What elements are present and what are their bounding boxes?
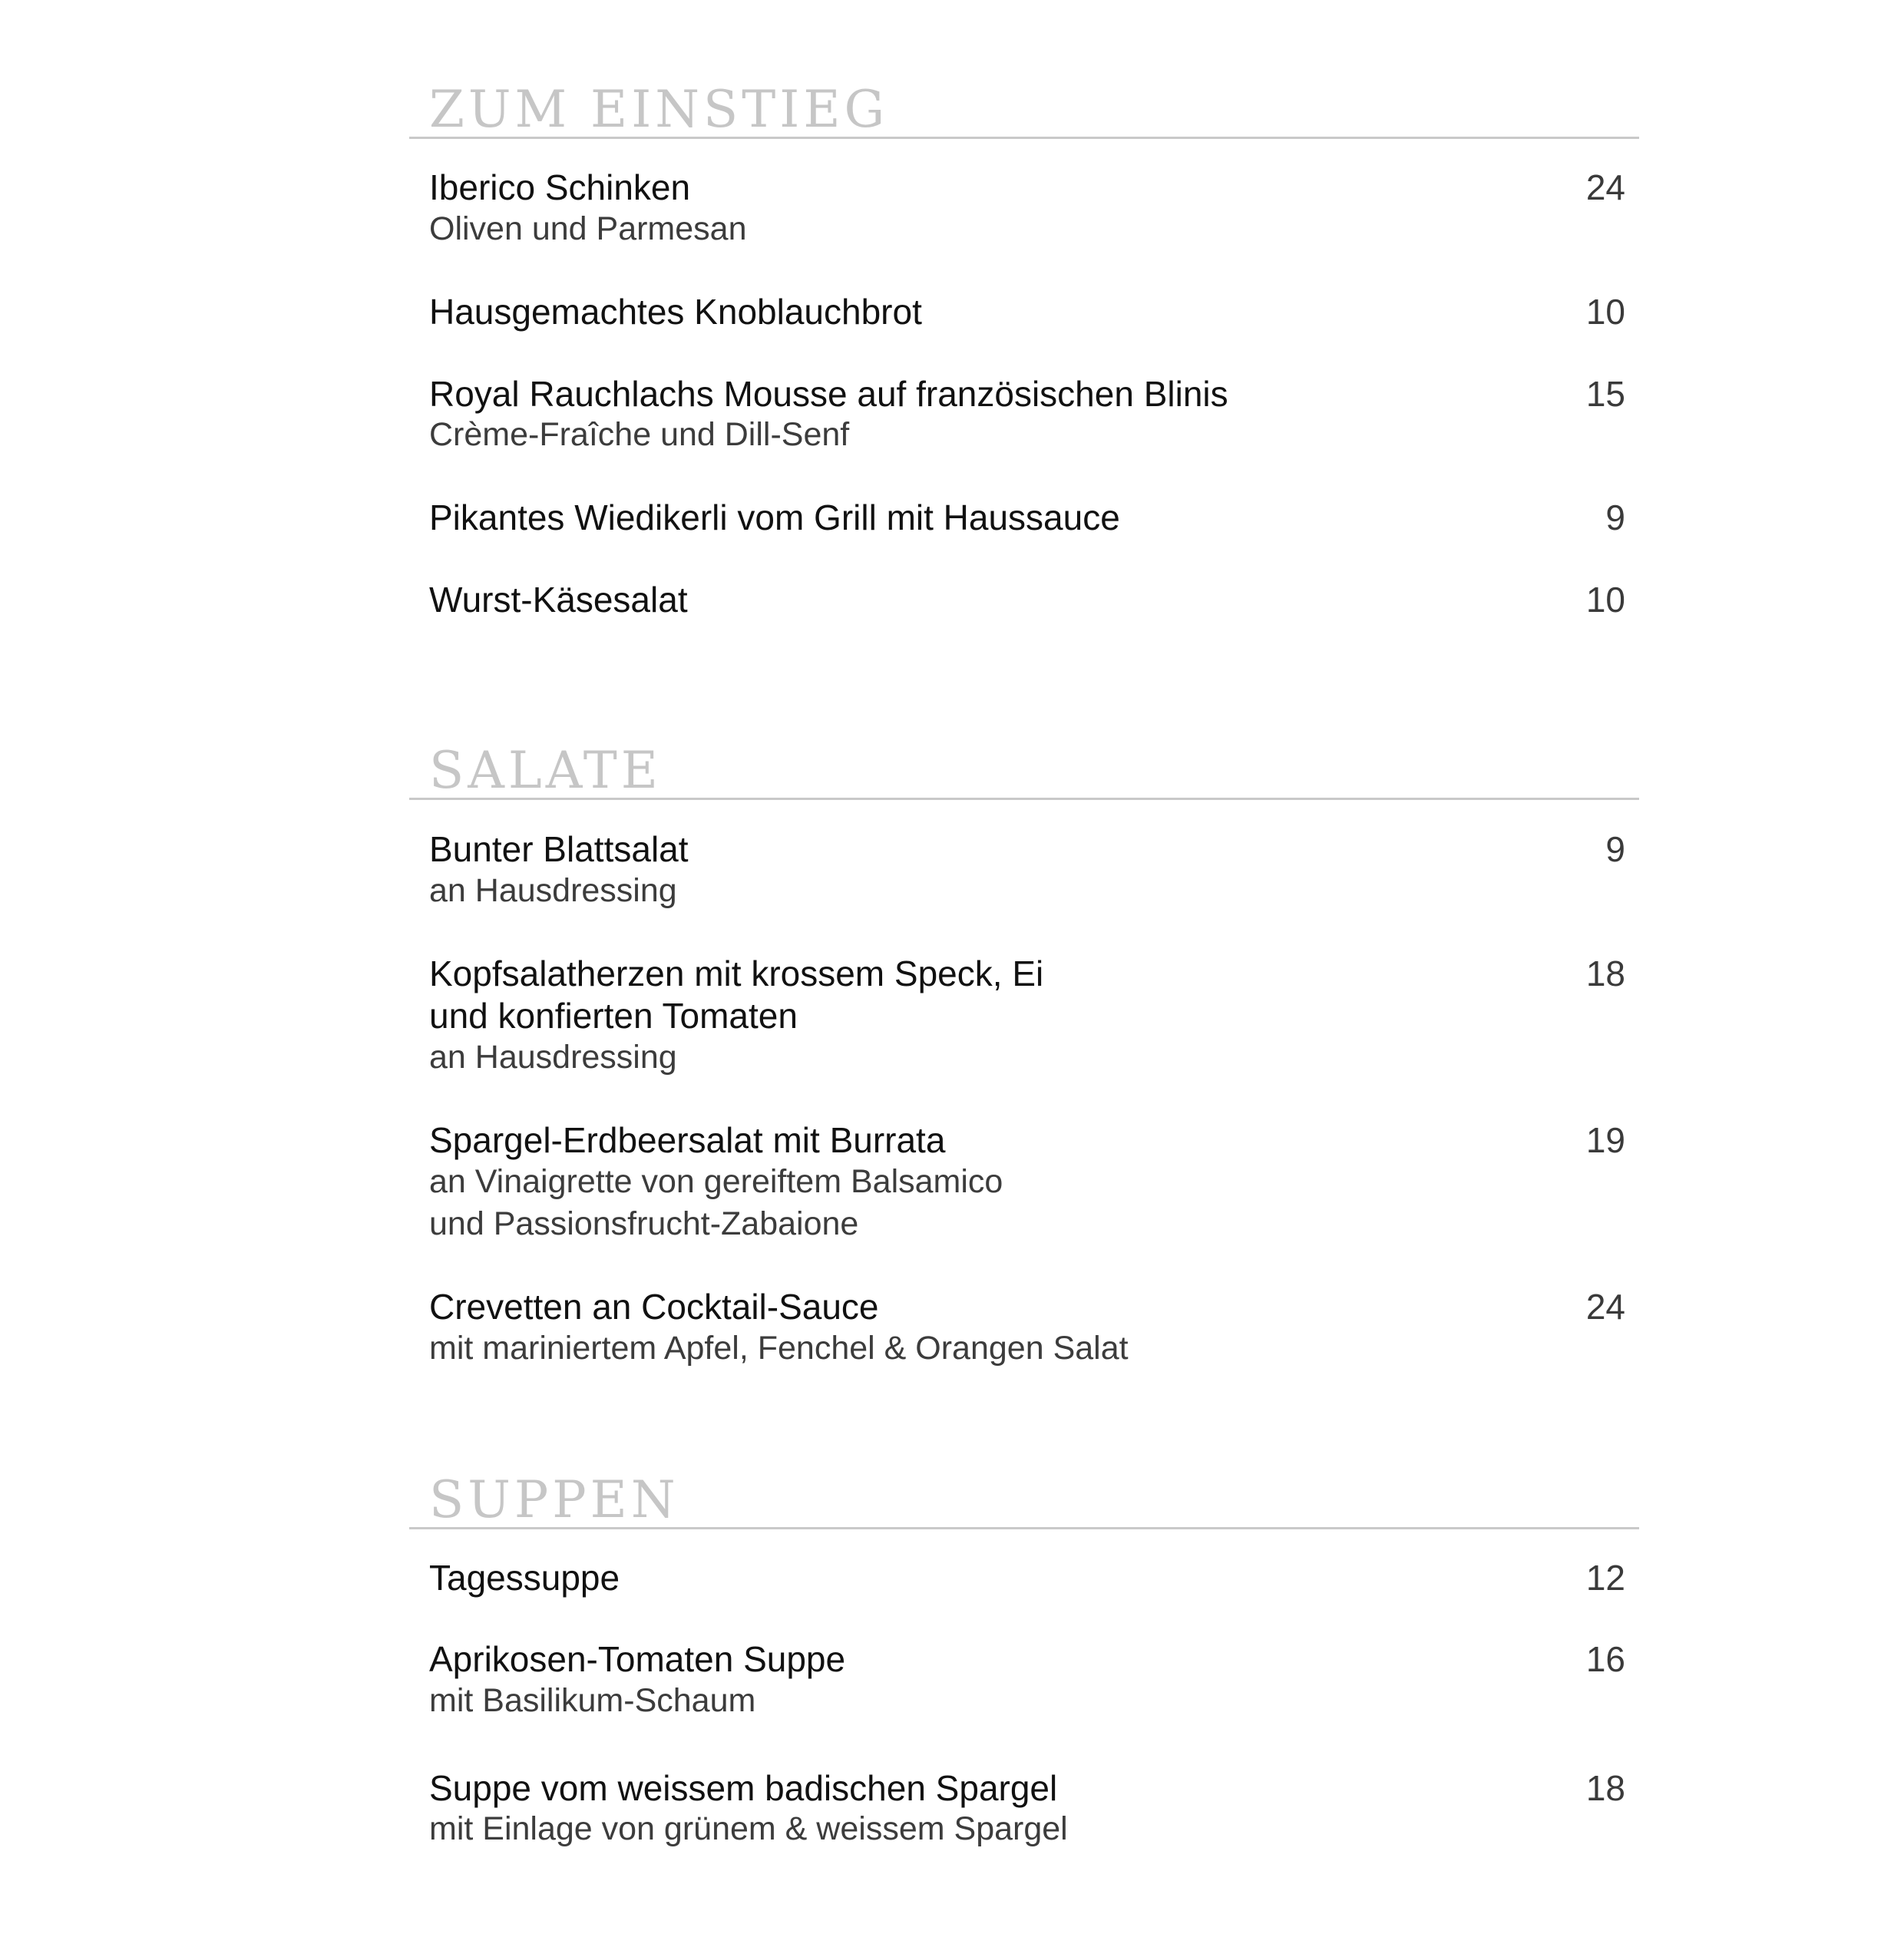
item-description-line-2: und Passionsfrucht-Zabaione — [429, 1205, 859, 1242]
section-divider — [409, 1527, 1639, 1529]
item-description: mit Basilikum-Schaum — [429, 1682, 756, 1719]
item-description: Oliven und Parmesan — [429, 210, 747, 247]
item-price: 18 — [1585, 954, 1625, 993]
item-name: Bunter Blattsalat — [429, 829, 689, 869]
item-name: Crevetten an Cocktail-Sauce — [429, 1287, 879, 1327]
item-name: Wurst-Käsesalat — [429, 580, 688, 620]
item-price: 15 — [1585, 374, 1625, 414]
item-price: 16 — [1585, 1639, 1625, 1679]
item-name: Royal Rauchlachs Mousse auf französischen Blinis — [429, 374, 1228, 414]
item-description: Crème-Fraîche und Dill-Senf — [429, 416, 850, 453]
section-title-salate: SALATE — [429, 741, 662, 800]
item-price: 12 — [1585, 1558, 1625, 1598]
item-price: 19 — [1585, 1120, 1625, 1160]
item-price: 10 — [1585, 580, 1625, 620]
item-price: 9 — [1605, 497, 1625, 537]
item-name: Hausgemachtes Knoblauchbrot — [429, 292, 922, 332]
section-title-zum-einstieg: ZUM EINSTIEG — [429, 80, 889, 139]
item-name: Suppe vom weissem badischen Spargel — [429, 1768, 1058, 1808]
item-name: Aprikosen-Tomaten Suppe — [429, 1639, 846, 1679]
item-description: an Hausdressing — [429, 1039, 677, 1076]
item-price: 18 — [1585, 1768, 1625, 1808]
section-divider — [409, 798, 1639, 800]
item-name: Spargel-Erdbeersalat mit Burrata — [429, 1120, 946, 1160]
item-name: Tagessuppe — [429, 1558, 620, 1598]
item-description: mit Einlage von grünem & weissem Spargel — [429, 1810, 1068, 1847]
item-name: Pikantes Wiedikerli vom Grill mit Haussauce — [429, 497, 1120, 537]
section-divider — [409, 137, 1639, 139]
item-name: Kopfsalatherzen mit krossem Speck, Ei — [429, 954, 1044, 993]
item-name: Iberico Schinken — [429, 167, 691, 207]
item-price: 24 — [1585, 167, 1625, 207]
item-price: 10 — [1585, 292, 1625, 332]
item-name-line-2: und konfierten Tomaten — [429, 996, 798, 1036]
item-description: mit mariniertem Apfel, Fenchel & Orangen Salat — [429, 1330, 1129, 1367]
item-description: an Vinaigrette von gereiftem Balsamico — [429, 1163, 1003, 1200]
section-title-suppen: SUPPEN — [429, 1470, 679, 1529]
item-price: 9 — [1605, 829, 1625, 869]
item-description: an Hausdressing — [429, 872, 677, 909]
item-price: 24 — [1585, 1287, 1625, 1327]
